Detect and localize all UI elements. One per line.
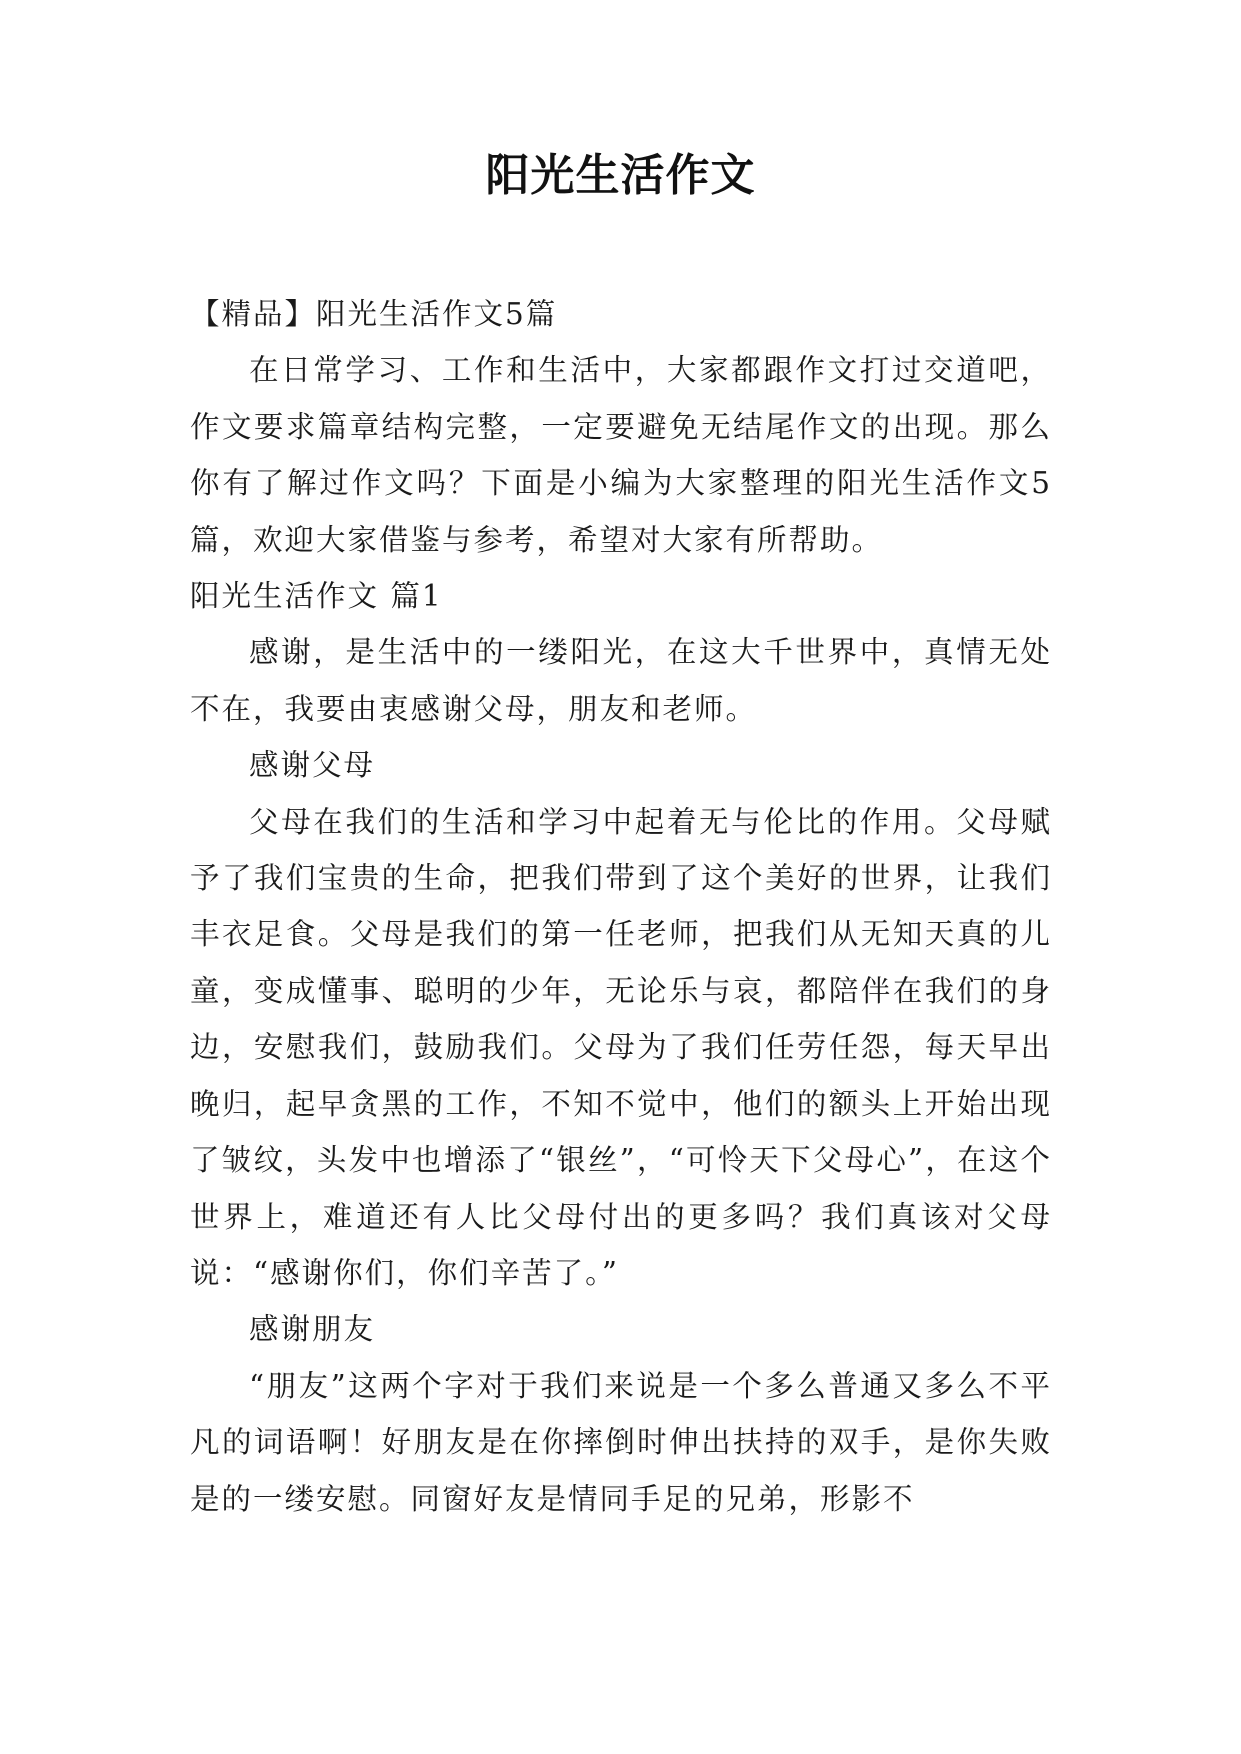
document-body: [190, 286, 1052, 1527]
section-heading: 阳光生活作文 篇1: [190, 579, 443, 614]
intro-paragraph: 在日常学习、工作和生活中，大家都跟作文打过交道吧，作文要求篇章结构完整，一定要避免无结尾作文的出现。那么你有了解过作文吗？下面是小编为大家整理的阳光生活作文5篇，欢迎大家借鉴与参考，希望对大家有所帮助。: [190, 353, 1052, 557]
subheading-parents: 感谢父母: [249, 748, 376, 783]
body-paragraph: “朋友”这两个字对于我们来说是一个多么普通又多么不平凡的词语啊！好朋友是在你摔倒时伸出扶持的双手，是你失败是的一缕安慰。同窗好友是情同手足的兄弟，形影不: [190, 1368, 1052, 1516]
subheading-friends: 感谢朋友: [249, 1312, 376, 1347]
subtitle-line: 【精品】阳光生活作文5篇: [190, 297, 558, 331]
document-title: 阳光生活作文: [485, 150, 756, 201]
body-paragraph: 感谢，是生活中的一缕阳光，在这大千世界中，真情无处不在，我要由衷感谢父母，朋友和老师。: [190, 635, 1052, 726]
body-paragraph: 父母在我们的生活和学习中起着无与伦比的作用。父母赋予了我们宝贵的生命，把我们带到了这个美好的世界，让我们丰衣足食。父母是我们的第一任老师，把我们从无知天真的儿童，变成懂事、聪明的少年，无论乐与哀，都陪伴在我们的身边，安慰我们，鼓励我们。父母为了我们任劳任怨，每天早出晚归，起早贪黑的工作，不知不觉中，他们的额头上开始出现了皱纹，头发中也增添了“银丝”，“可怜天下父母心”，在这个世界上，难道还有人比父母付出的更多吗？我们真该对父母说：“感谢你们，你们辛苦了。”: [190, 804, 1052, 1290]
